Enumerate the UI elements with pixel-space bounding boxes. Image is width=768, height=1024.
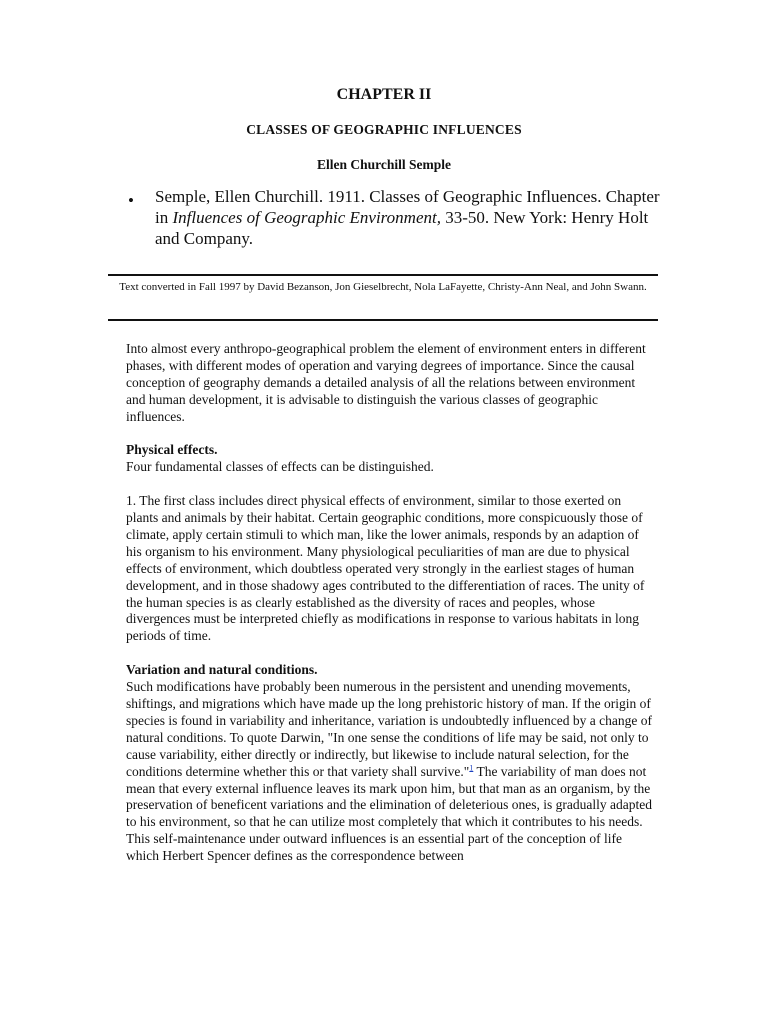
conversion-note: Text converted in Fall 1997 by David Bezanson, Jon Gieselbrecht, Nola LaFayette, Christy-Ann Neal, and John Swann. — [119, 281, 647, 293]
chapter-title: CLASSES OF GEOGRAPHIC INFLUENCES — [246, 122, 522, 137]
paragraph-first-class: 1. The first class includes direct physical effects of environment, similar to those exerted on plants and animals by their habitat. Certain geographic conditions, more conspicuously those of climate, apply certain stimuli to which man, like the lower animals, responds by an adaption of his organism to his environment. Many physiological peculiarities of man are due to physical effects of environment, which doubtless operated very strongly in the earliest stages of human development, and in those shadowy ages contributed to the differentiation of races. The unity of the human species is as clearly established as the diversity of races and peoples, whose divergences must be interpreted chiefly as modifications in response to various habitats in long periods of time. — [126, 493, 645, 644]
citation-suffix: 33-50. New York: Henry Holt and Company. — [155, 208, 649, 248]
bottom-divider — [108, 319, 658, 321]
intro-paragraph: Into almost every anthropo-geographical problem the element of environment enters in different phases, with different modes of operation and varying degrees of importance. Since the causal conception of geography demands a detailed analysis of all the relations between environment and human development, it is advisable to distinguish the various classes of geographic influences. — [126, 341, 646, 424]
citation-book-title: Influences of Geographic Environment, — [172, 208, 441, 227]
body-text — [126, 341, 656, 882]
section-heading-physical-effects: Physical effects. — [126, 442, 218, 458]
paragraph-variation-part-b: The variability of man does not mean that every external influence leaves its mark upon him, but that man as an organism, by the preservation of beneficent variations and the elimination of deleterious ones, is gradually adapted to his environment, so that he can utilize most completely that which it contributes to his needs. This self-maintenance under outward influences is an essential part of the conception of life which Herbert Spencer defines as the correspondence between — [126, 763, 652, 864]
bullet-icon: • — [128, 191, 134, 210]
section-heading-variation: Variation and natural conditions. — [126, 662, 318, 678]
citation — [155, 186, 675, 249]
author-name: Ellen Churchill Semple — [316, 157, 452, 172]
top-divider — [108, 274, 658, 276]
footnote-link[interactable]: 1 — [469, 763, 474, 773]
chapter-number: CHAPTER II — [336, 86, 432, 103]
section-intro-paragraph: Four fundamental classes of effects can be distinguished. — [126, 459, 434, 475]
citation-prefix: Semple, Ellen Churchill. 1911. Classes of Geographic Influences. Chapter in — [155, 187, 660, 227]
paragraph-variation-part-a: Such modifications have probably been numerous in the persistent and unending movements, shiftings, and migrations which have made up the long prehistoric history of man. If the origin of species is found in variability and inheritance, variation is undoubtedly influenced by a change of natural conditions. To quote Darwin, "In one sense the conditions of life may be said, not only to cause variability, either directly or indirectly, but likewise to include natural selection, for the conditions determine whether this or that variety shall survive." — [126, 679, 652, 779]
paragraph-variation — [126, 679, 656, 865]
